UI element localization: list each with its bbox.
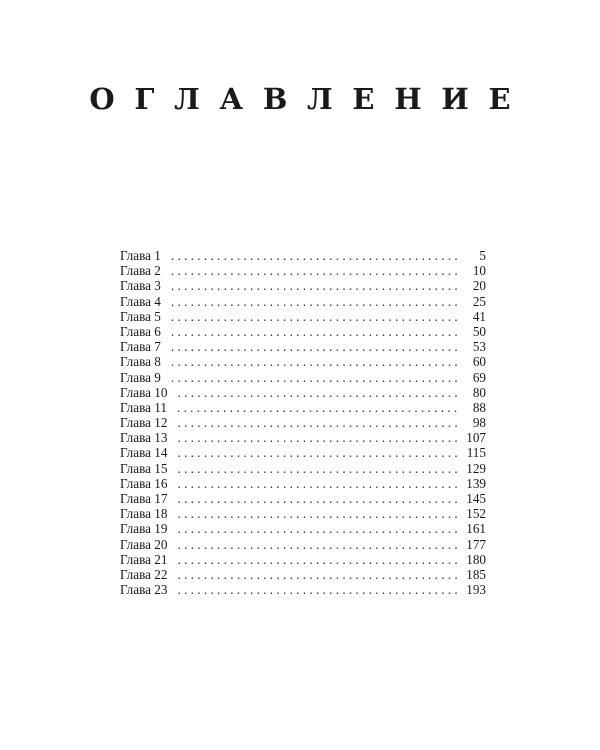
toc-dot-leader [177,415,458,430]
toc-entry-page-number: 20 [472,278,486,294]
toc-entry[interactable] [120,324,486,339]
toc-entry-page-number: 5 [479,248,486,263]
toc-entry-page-number: 60 [472,354,486,370]
toc-entry-page-number: 50 [472,323,486,339]
toc-entry-page-number: 88 [472,399,486,415]
toc-entry-page-number: 177 [466,536,486,552]
toc-entry-label: Глава 19 [120,521,168,537]
toc-entry-page-number: 69 [472,369,486,385]
toc-entry-label: Глава 2 [120,263,161,279]
toc-entry-label: Глава 21 [120,551,168,567]
toc-entry[interactable] [120,248,486,263]
toc-entry-label: Глава 7 [120,339,161,355]
toc-dot-leader [177,476,458,491]
toc-dot-leader [177,400,458,415]
toc-dot-leader [177,385,458,400]
toc-dot-leader [171,370,458,385]
toc-entry-label: Глава 9 [120,369,161,385]
toc-entry[interactable] [120,521,486,536]
toc-entry[interactable] [120,309,486,324]
toc-entry[interactable] [120,339,486,354]
toc-entry[interactable] [120,476,486,491]
toc-entry-page-number: 139 [466,475,486,491]
toc-entry[interactable] [120,567,486,582]
toc-entry[interactable] [120,491,486,506]
toc-dot-leader [171,248,458,263]
toc-dot-leader [177,537,458,552]
toc-entry-label: Глава 22 [120,566,168,582]
toc-dot-leader [177,430,458,445]
toc-entry-page-number: 98 [472,415,486,431]
toc-dot-leader [171,354,458,369]
toc-entry-label: Глава 3 [120,278,161,294]
toc-entry-page-number: 115 [466,445,486,461]
toc-entry-label: Глава 18 [120,506,168,522]
toc-entry-label: Глава 17 [120,491,168,506]
toc-entry-label: Глава 8 [120,354,161,370]
toc-entry-label: Глава 14 [120,445,168,461]
toc-entry-label: Глава 1 [120,248,161,263]
toc-entry-label: Глава 20 [120,536,168,552]
toc-dot-leader [177,582,458,597]
toc-entry-page-number: 41 [472,308,486,324]
toc-entry[interactable] [120,385,486,400]
toc-entry-page-number: 129 [466,460,486,476]
toc-dot-leader [171,309,458,324]
toc-entry-page-number: 80 [472,384,486,400]
toc-entry-page-number: 53 [472,339,486,355]
toc-entry[interactable] [120,263,486,278]
toc-entry[interactable] [120,415,486,430]
toc-entry-page-number: 180 [466,551,486,567]
toc-entry[interactable] [120,400,486,415]
toc-dot-leader [177,521,458,536]
toc-dot-leader [171,294,458,309]
toc-entry[interactable] [120,445,486,460]
toc-entry-page-number: 193 [466,582,486,598]
toc-entry-page-number: 161 [466,521,486,537]
toc-dot-leader [171,339,458,354]
toc-entry[interactable] [120,461,486,476]
toc-entry-label: Глава 6 [120,323,161,339]
toc-entry-page-number: 107 [466,430,486,446]
toc-entry-label: Глава 15 [120,460,168,476]
toc-entry-label: Глава 4 [120,293,161,309]
toc-entry-label: Глава 5 [120,308,161,324]
toc-entry[interactable] [120,278,486,293]
table-of-contents [120,248,486,597]
toc-entry-page-number: 145 [466,491,486,506]
toc-entry[interactable] [120,537,486,552]
page-title: ОГЛАВЛЕНИЕ [89,82,531,117]
toc-dot-leader [171,263,458,278]
toc-entry-label: Глава 11 [120,399,167,415]
toc-entry-label: Глава 16 [120,475,168,491]
toc-entry-label: Глава 23 [120,582,168,598]
toc-entry[interactable] [120,430,486,445]
toc-entry-page-number: 185 [466,566,486,582]
toc-entry-label: Глава 13 [120,430,168,446]
toc-entry[interactable] [120,370,486,385]
toc-entry-page-number: 152 [466,506,486,522]
toc-entry[interactable] [120,582,486,597]
toc-dot-leader [177,552,458,567]
toc-dot-leader [177,491,458,506]
toc-dot-leader [171,324,458,339]
toc-entry-label: Глава 10 [120,384,168,400]
toc-dot-leader [177,567,458,582]
toc-entry[interactable] [120,506,486,521]
toc-entry-label: Глава 12 [120,415,168,431]
toc-dot-leader [171,278,458,293]
toc-dot-leader [177,445,458,460]
toc-dot-leader [177,461,458,476]
toc-entry-page-number: 25 [472,293,486,309]
toc-entry[interactable] [120,294,486,309]
toc-entry[interactable] [120,552,486,567]
toc-entry[interactable] [120,354,486,369]
toc-entry-page-number: 10 [472,263,486,279]
toc-dot-leader [177,506,458,521]
